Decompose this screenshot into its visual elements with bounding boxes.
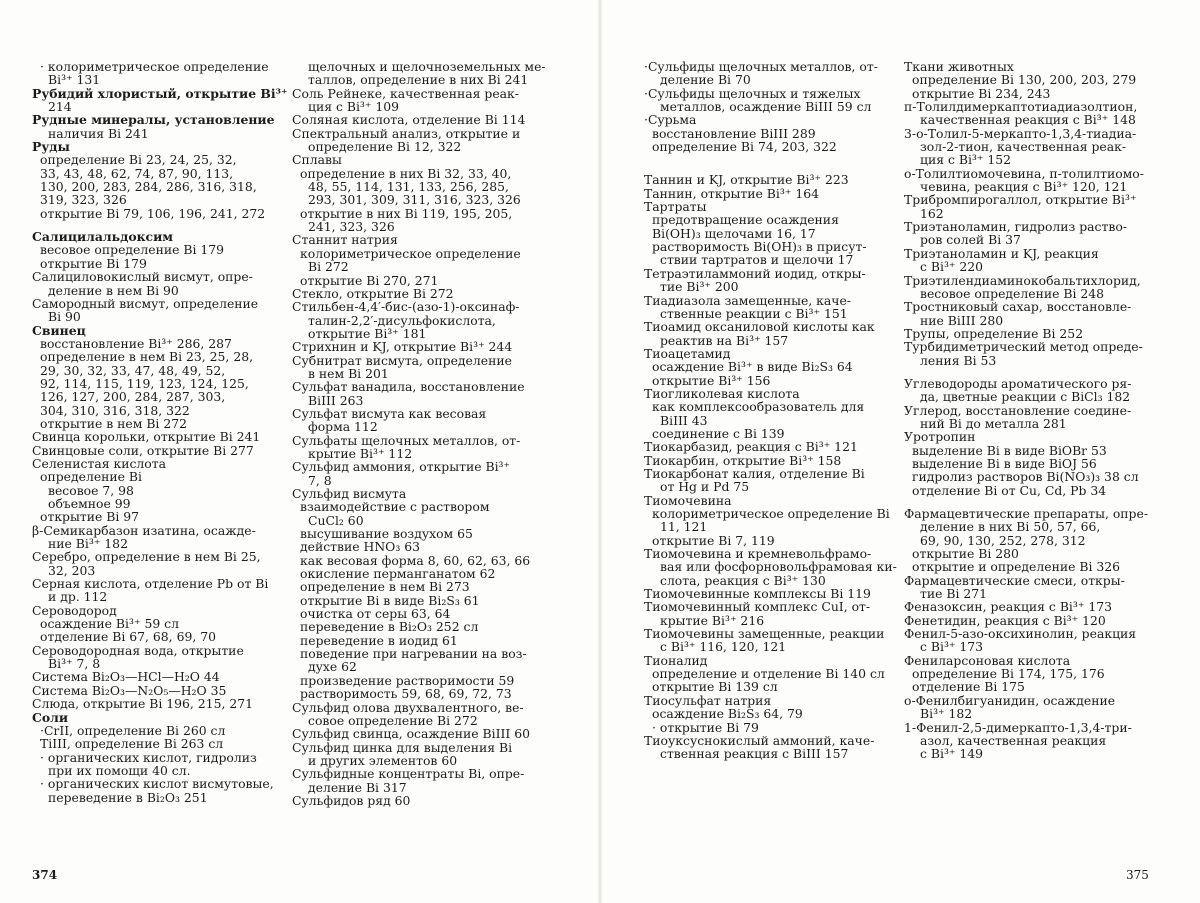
index-line: определение Bi 174, 175, 176 (912, 666, 1105, 682)
index-line: таллов, определение в них Bi 241 (308, 72, 529, 88)
index-line: осаждение Bi³⁺ в виде Bi₂S₃ 64 (652, 359, 853, 375)
index-gap (644, 153, 884, 163)
index-line: Тартраты (644, 199, 707, 215)
index-line: растворимость 59, 68, 69, 72, 73 (300, 686, 512, 702)
index-line: определение в нем Bi 273 (300, 579, 470, 595)
index-line: Соляная кислота, отделение Bi 114 (292, 112, 526, 128)
index-line: открытие Bi 270, 271 (300, 272, 439, 288)
index-line: духе 62 (308, 659, 357, 675)
index-line: о-Фенилбигуанидин, осаждение (904, 692, 1116, 708)
index-line: 241, 323, 326 (308, 219, 395, 235)
index-line: открытие в нем Bi 272 (40, 415, 187, 431)
index-line: определение в нем Bi 23, 25, 28, (40, 349, 254, 365)
index-line: реактив на Bi³⁺ 157 (660, 332, 789, 348)
index-line: Триэтаноламин и KJ, реакция (904, 245, 1099, 261)
index-line: отделение Bi 175 (912, 679, 1025, 695)
index-line: вая или фосфорновольфрамовая ки- (660, 559, 897, 575)
index-line: деление в нем Bi 90 (48, 282, 179, 298)
index-line: Рудные минералы, установление (32, 112, 275, 128)
index-line: открытие и определение Bi 326 (912, 559, 1121, 575)
index-line: Стильбен-4,4′-бис-(азо-1)-оксинаф- (292, 299, 520, 315)
index-line: выделение Bi в виде BiOBr 53 (912, 442, 1107, 458)
index-line: Спектральный анализ, открытие и (292, 125, 521, 141)
index-line: качественная реакция с Bi³⁺ 148 (920, 112, 1136, 128)
index-line: Bi(OH)₃ щелочами 16, 17 (652, 225, 816, 241)
index-line: Сплавы (292, 152, 342, 168)
index-column (292, 59, 546, 808)
index-line: крытие Bi³⁺ 216 (660, 612, 765, 628)
index-line: определение Bi 74, 203, 322 (652, 139, 837, 155)
index-line: CuCl₂ 60 (308, 512, 364, 528)
index-line: Трупы, определение Bi 252 (904, 325, 1084, 341)
index-line: слота, реакция с Bi³⁺ 130 (660, 572, 826, 588)
index-line: выделение Bi в виде BiOJ 56 (912, 455, 1097, 471)
index-line: 69, 90, 130, 252, 278, 312 (920, 532, 1086, 548)
index-line: Трибромпирогаллол, открытие Bi³⁺ (904, 192, 1137, 208)
index-line: переведение в иодид 61 (300, 632, 458, 648)
index-line: ров солей Bi 37 (920, 232, 1021, 248)
index-line: открытие в них Bi 119, 195, 205, (300, 205, 513, 221)
index-line: с Bi³⁺ 116, 120, 121 (660, 639, 787, 655)
index-line: · открытие Bi 79 (652, 719, 759, 735)
index-line: 293, 301, 309, 311, 316, 323, 326 (308, 192, 521, 208)
index-line: ция с Bi³⁺ 152 (920, 152, 1012, 168)
index-line: зол-2-тион, качественная реак- (920, 139, 1127, 155)
index-line: Фенил-5-азо-оксихинолин, реакция (904, 626, 1137, 642)
index-line: открытие Bi 139 сл (652, 679, 778, 695)
index-line: с Bi³⁺ 173 (920, 639, 984, 655)
page-number: 375 (1126, 868, 1149, 882)
index-line: Сероводородная вода, открытие (32, 642, 244, 658)
index-line: Субнитрат висмута, определение (292, 352, 512, 368)
index-line: Bi³⁺ 182 (920, 706, 973, 722)
index-line: открытие Bi в виде Bi₂S₃ 61 (300, 592, 480, 608)
index-line: предотвращение осаждения (652, 212, 839, 228)
index-line: с Bi³⁺ 220 (920, 259, 984, 275)
index-line: 130, 200, 283, 284, 286, 316, 318, (40, 179, 257, 195)
index-line: Тиоамид оксаниловой кислоты как (644, 319, 875, 335)
index-line: с Bi³⁺ 149 (920, 746, 984, 762)
index-line: Фениларсоновая кислота (904, 652, 1071, 668)
index-line: · органических кислот, гидролиз (40, 749, 257, 765)
index-line: щелочных и щелочноземельных ме- (308, 59, 546, 74)
index-line: Фенетидин, реакция с Bi³⁺ 120 (904, 612, 1106, 628)
index-line: Турбидиметрический метод опреде- (904, 339, 1143, 355)
index-line: Салициловокислый висмут, опре- (32, 269, 253, 285)
index-line: открытие Bi 7, 119 (652, 532, 775, 548)
index-line: Руды (32, 139, 70, 155)
index-line: отделение Bi 67, 68, 69, 70 (40, 629, 216, 645)
index-line: Фармацевтические смеси, откры- (904, 572, 1125, 588)
index-line: ний Bi до металла 281 (920, 415, 1067, 431)
index-line: действие HNO₃ 63 (300, 539, 420, 555)
index-line: Тиосульфат натрия (644, 692, 772, 708)
index-line: Bi 90 (48, 309, 81, 325)
index-line: Сульфид свинца, осаждение BiIII 60 (292, 726, 530, 742)
index-line: Станнит натрия (292, 232, 398, 248)
index-line: произведение растворимости 59 (300, 672, 515, 688)
index-line: определение в них Bi 32, 33, 40, (300, 165, 512, 181)
index-line: открытие Bi³⁺ 181 (308, 325, 427, 341)
index-line: Стрихнин и KJ, открытие Bi³⁺ 244 (292, 339, 513, 355)
index-line: Тиокарбин, открытие Bi³⁺ 158 (644, 452, 842, 468)
index-line: 304, 310, 316, 318, 322 (40, 402, 190, 418)
index-line: Фармацевтические препараты, опре- (904, 506, 1149, 521)
index-line: ние Bi³⁺ 182 (48, 536, 128, 552)
index-line: металлов, осаждение BiIII 59 сл (660, 99, 872, 115)
index-line: тие Bi 271 (920, 586, 988, 602)
index-line: деление Bi 70 (660, 72, 751, 88)
index-line: п-Толилдимеркаптотиадиазолтион, (904, 99, 1138, 115)
index-line: Сульфат висмута как весовая (292, 405, 487, 421)
index-line: Система Bi₂O₃—HCl—H₂O 44 (32, 669, 220, 685)
index-line: взаимодействие с раствором (300, 499, 490, 515)
page-number: 374 (32, 868, 58, 882)
index-line: осаждение Bi₂S₃ 64, 79 (652, 706, 803, 722)
index-line: открытие Bi 97 (40, 509, 140, 525)
index-line: ствии тартратов и щелочи 17 (660, 252, 854, 268)
index-line: 162 (920, 205, 944, 221)
index-line: колориметрическое определение (300, 245, 521, 261)
index-line: Сульфат ванадила, восстановление (292, 379, 525, 395)
index-line: переведение в Bi₂O₃ 252 сл (300, 619, 479, 635)
index-line: 126, 127, 200, 284, 287, 303, (40, 389, 226, 405)
index-column (644, 59, 897, 762)
index-line: тие Bi³⁺ 200 (660, 279, 739, 295)
index-line: Сульфид олова двухвалентного, ве- (292, 699, 524, 715)
index-line: окисление перманганатом 62 (300, 566, 496, 582)
index-line: Bi³⁺ 7, 8 (48, 656, 101, 672)
index-line: наличия Bi 241 (48, 125, 149, 141)
index-line: гидролиз растворов Bi(NO₃)₃ 38 сл (912, 469, 1139, 485)
index-line: Сульфид аммония, открытие Bi³⁺ (292, 459, 511, 475)
index-line: Тиомочевинные комплексы Bi 119 (644, 586, 871, 602)
index-line: открытие Bi 179 (40, 255, 147, 271)
index-line: в нем Bi 201 (308, 365, 389, 381)
index-line: определение и отделение Bi 140 сл (652, 666, 885, 682)
index-line: от Hg и Pd 75 (660, 479, 750, 495)
index-line: Тионалид (644, 652, 708, 668)
index-line: поведение при нагревании на воз- (300, 646, 527, 662)
index-line: 29, 30, 32, 33, 47, 48, 49, 52, (40, 362, 226, 378)
index-line: ·CrII, определение Bi 260 сл (40, 722, 226, 738)
index-line: высушивание воздухом 65 (300, 526, 473, 542)
index-line: определение Bi 12, 322 (308, 139, 462, 155)
index-line: 48, 55, 114, 131, 133, 256, 285, (308, 179, 509, 195)
index-line: Углеводороды ароматического ря- (904, 375, 1132, 391)
index-line: осаждение Bi³⁺ 59 сл (40, 616, 179, 632)
index-line: Тиокарбонат калия, отделение Bi (644, 465, 865, 481)
right-page (600, 0, 1200, 903)
index-line: и других элементов 60 (308, 752, 458, 768)
index-line: ·Сульфиды щелочных металлов, от- (644, 59, 878, 74)
index-line: 92, 114, 115, 119, 123, 124, 125, (40, 375, 249, 391)
index-line: открытие Bi 280 (912, 546, 1019, 562)
index-line: Ткани животных (904, 59, 1014, 74)
index-line: Таннин, открытие Bi³⁺ 164 (644, 185, 819, 201)
index-line: деление Bi 317 (308, 779, 407, 795)
index-column (904, 59, 1149, 762)
index-line: крытие Bi³⁺ 112 (308, 445, 413, 461)
index-line: определение Bi 130, 200, 203, 279 (912, 72, 1137, 88)
index-line: Тиадиазола замещенные, каче- (644, 292, 851, 308)
index-line: как весовая форма 8, 60, 62, 63, 66 (300, 552, 531, 568)
index-line: Сульфаты щелочных металлов, от- (292, 432, 521, 448)
index-line: Феназоксин, реакция с Bi³⁺ 173 (904, 599, 1112, 615)
index-line: Триэтаноламин, гидролиз раство- (904, 219, 1127, 235)
index-line: β-Семикарбазон изатина, осажде- (32, 522, 256, 538)
index-line: Соль Рейнеке, качественная реак- (292, 85, 519, 101)
index-line: 3-о-Толил-5-меркапто-1,3,4-тиадиа- (904, 125, 1137, 141)
index-line: 33, 43, 48, 62, 74, 87, 90, 113, (40, 165, 234, 181)
index-line: ственная реакция с BiIII 157 (660, 746, 849, 762)
index-line: открытие Bi 79, 106, 196, 241, 272 (40, 205, 266, 221)
index-line: Стекло, открытие Bi 272 (292, 285, 454, 301)
index-line: Сульфидные концентраты Bi, опре- (292, 766, 525, 782)
index-line: Таннин и KJ, открытие Bi³⁺ 223 (644, 172, 849, 188)
index-line: Тиокарбазид, реакция с Bi³⁺ 121 (644, 439, 858, 455)
index-line: · органических кислот висмутовые, (40, 776, 274, 792)
index-line: Салицилальдоксим (32, 229, 174, 245)
index-line: ·Сульфиды щелочных и тяжелых (644, 85, 861, 101)
index-line: совое определение Bi 272 (308, 712, 478, 728)
index-line: Тиомочевина (644, 492, 732, 508)
index-line: растворимость Bi(OH)₃ в присут- (652, 239, 867, 255)
index-line: да, цветные реакции с BiCl₃ 182 (920, 389, 1131, 405)
index-line: 319, 323, 326 (40, 192, 127, 208)
index-line: и др. 112 (48, 589, 108, 605)
index-line: BiIII 263 (308, 392, 364, 408)
index-line: Самородный висмут, определение (32, 295, 259, 311)
index-line: о-Толилтиомочевина, п-толилтиомо- (904, 165, 1144, 181)
index-line: Сульфидов ряд 60 (292, 792, 411, 808)
index-line: Bi³⁺ 131 (48, 72, 101, 88)
index-line: отделение Bi от Cu, Cd, Pb 34 (912, 482, 1107, 498)
index-line: колориметрическое определение Bi (652, 506, 890, 521)
index-line: ция с Bi³⁺ 109 (308, 99, 400, 115)
index-line: восстановление Bi³⁺ 286, 287 (40, 335, 232, 351)
index-line: 214 (48, 99, 72, 115)
index-line: азол, качественная реакция (920, 732, 1107, 748)
index-line: 7, 8 (308, 472, 332, 488)
index-line: Триэтилендиаминокобальтихлорид, (904, 272, 1141, 288)
index-line: определение Bi 23, 24, 25, 32, (40, 152, 237, 168)
index-line: Свинец (32, 322, 86, 338)
index-line: Серная кислота, отделение Pb от Bi (32, 576, 269, 592)
index-line: Слюда, открытие Bi 196, 215, 271 (32, 696, 253, 712)
index-line: Bi 272 (308, 259, 349, 275)
index-line: объемное 99 (48, 496, 131, 511)
index-line: Тиомочевины замещенные, реакции (644, 626, 885, 642)
index-line: Свинца корольки, открытие Bi 241 (32, 429, 261, 445)
index-line: весовое 7, 98 (48, 482, 134, 498)
index-line: Селенистая кислота (32, 455, 166, 471)
index-line: деление в них Bi 50, 57, 66, (920, 519, 1101, 535)
index-line: Уротропин (904, 429, 976, 445)
index-line: Тиоуксуснокислый аммоний, каче- (644, 732, 875, 748)
index-line: переведение в Bi₂O₃ 251 (48, 789, 208, 805)
index-line: Тростниковый сахар, восстановле- (904, 299, 1132, 315)
index-line: восстановление BiIII 289 (652, 125, 816, 141)
index-line: Соли (32, 709, 69, 725)
index-line: ние BiIII 280 (920, 312, 1004, 328)
index-line: Тиогликолевая кислота (644, 385, 800, 401)
index-line: при их помощи 40 сл. (48, 762, 191, 778)
index-line: Система Bi₂O₃—N₂O₅—H₂O 35 (32, 682, 227, 698)
index-line: Сероводород (32, 602, 117, 618)
index-line: открытие Bi³⁺ 156 (652, 372, 771, 388)
index-line: · колориметрическое определение (40, 59, 269, 74)
index-line: Свинцовые соли, открытие Bi 277 (32, 442, 254, 458)
index-line: Тиомочевина и кремневольфрамо- (644, 546, 872, 562)
index-line: Рубидий хлористый, открытие Bi³⁺ (32, 85, 288, 101)
index-line: очистка от серы 63, 64 (300, 606, 451, 622)
index-line: Углерод, восстановление соедине- (904, 402, 1132, 418)
index-line: весовое определение Bi 248 (920, 285, 1105, 301)
index-line: форма 112 (308, 419, 378, 435)
index-line: Сульфид висмута (292, 486, 407, 501)
index-line: Сульфид цинка для выделения Bi (292, 739, 513, 755)
index-line: 11, 121 (660, 519, 708, 535)
index-line: Тетраэтиламмоний иодид, откры- (644, 265, 866, 281)
index-line: Тиоацетамид (644, 345, 731, 361)
index-line: Серебро, определение в нем Bi 25, (32, 549, 261, 565)
index-line: ления Bi 53 (920, 352, 997, 368)
index-line: ·Сурьма (644, 112, 697, 128)
index-line: TiIII, определение Bi 263 сл (40, 736, 224, 752)
index-line: 32, 203 (48, 562, 96, 578)
index-line: соединение с Bi 139 (652, 425, 785, 441)
index-line: талин-2,2′-дисульфокислота, (308, 312, 496, 328)
index-line: определение Bi (40, 469, 143, 485)
index-column (32, 59, 288, 805)
index-line: 1-Фенил-2,5-димеркапто-1,3,4-три- (904, 719, 1132, 735)
index-line: весовое определение Bi 179 (40, 242, 225, 258)
index-line: открытие Bi 234, 243 (912, 85, 1051, 101)
index-line: чевина, реакция с Bi³⁺ 120, 121 (920, 179, 1128, 195)
index-line: как комплексообразователь для (652, 399, 865, 415)
index-line: Тиомочевинный комплекс CuI, от- (644, 599, 871, 615)
index-line: ственные реакции с Bi³⁺ 151 (660, 305, 848, 321)
index-line: BiIII 43 (660, 412, 708, 428)
